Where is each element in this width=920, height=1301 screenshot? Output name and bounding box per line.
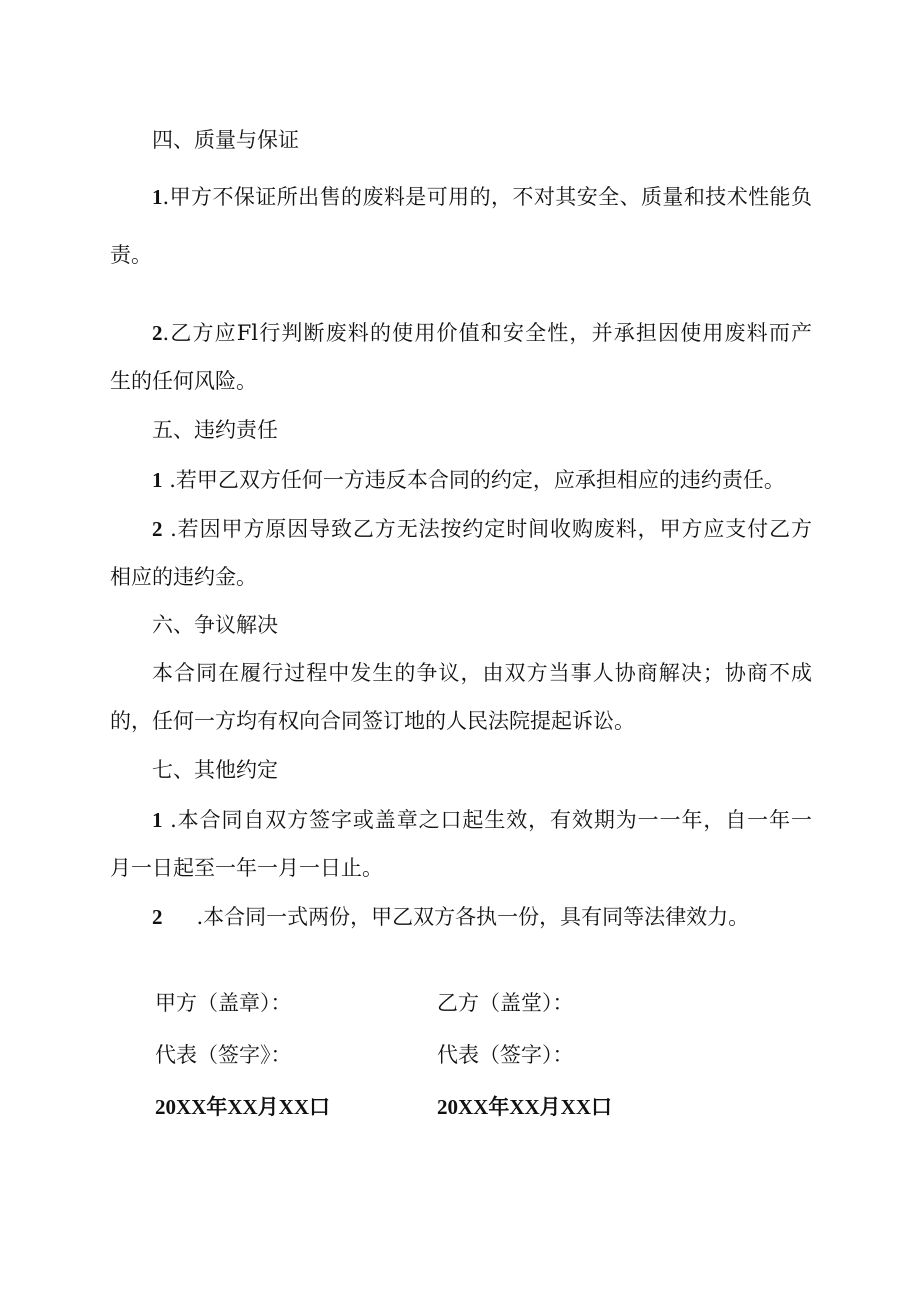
section-heading-other: 七、其他约定 bbox=[152, 758, 278, 782]
quality-item-1-line-2: 责。 bbox=[110, 243, 152, 267]
breach-item-2-text: .若因甲方原因导致乙方无法按约定时间收购废料，甲方应支付乙方 bbox=[170, 517, 812, 541]
dispute-line-1: 本合同在履行过程中发生的争议，由双方当事人协商解决；协商不成 bbox=[152, 661, 812, 685]
section-heading-breach: 五、违约责任 bbox=[152, 418, 278, 442]
breach-item-1-line-1 bbox=[152, 466, 785, 494]
party-a-rep-label: 代表（签字》： bbox=[155, 1043, 292, 1067]
other-item-1-text: .本合同自双方签字或盖章之口起生效，有效期为一一年，自一年一 bbox=[170, 808, 812, 832]
breach-item-2-line-2: 相应的违约金。 bbox=[110, 565, 257, 589]
quality-item-2-number: 2 bbox=[152, 321, 163, 345]
breach-item-2-line-1 bbox=[152, 515, 812, 543]
quality-item-2-text: .乙方应Fl行判断废料的使用价值和安全性，并承担因使用废料而产 bbox=[162, 321, 812, 345]
other-item-1-line-2: 月一日起至一年一月一日止。 bbox=[110, 856, 383, 880]
quality-item-2-line-1 bbox=[152, 319, 812, 347]
section-heading-quality: 四、质量与保证 bbox=[152, 128, 299, 152]
party-b-date: 20XX年XX月XX口 bbox=[437, 1095, 612, 1119]
other-item-2-text: .本合同一式两份，甲乙双方各执一份，具有同等法律效力。 bbox=[196, 905, 750, 929]
breach-item-1-text: .若甲乙双方任何一方违反本合同的约定，应承担相应的违约责任。 bbox=[169, 468, 785, 492]
other-item-1-line-1 bbox=[152, 806, 812, 834]
quality-item-2-line-2: 生的任何风险。 bbox=[110, 369, 257, 393]
other-item-2-number: 2 bbox=[152, 905, 163, 929]
dispute-line-2: 的，任何一方均有权向合同签订地的人民法院提起诉讼。 bbox=[110, 709, 635, 733]
section-heading-dispute: 六、争议解决 bbox=[152, 613, 278, 637]
party-a-date: 20XX年XX月XX口 bbox=[155, 1095, 330, 1119]
party-b-rep-label: 代表（签字）： bbox=[437, 1043, 574, 1067]
quality-item-1-text: .甲方不保证所出售的废料是可用的，不对其安全、质量和技术性能负 bbox=[162, 185, 812, 209]
party-b-seal-label: 乙方（盖堂）： bbox=[437, 991, 574, 1015]
breach-item-1-number: 1 bbox=[152, 468, 163, 492]
party-a-seal-label: 甲方（盖章）： bbox=[155, 991, 292, 1015]
quality-item-1-number: 1 bbox=[152, 185, 163, 209]
breach-item-2-number: 2 bbox=[152, 517, 163, 541]
other-item-1-number: 1 bbox=[152, 808, 163, 832]
quality-item-1-line-1 bbox=[152, 183, 812, 211]
other-item-2-line-1 bbox=[152, 903, 749, 931]
